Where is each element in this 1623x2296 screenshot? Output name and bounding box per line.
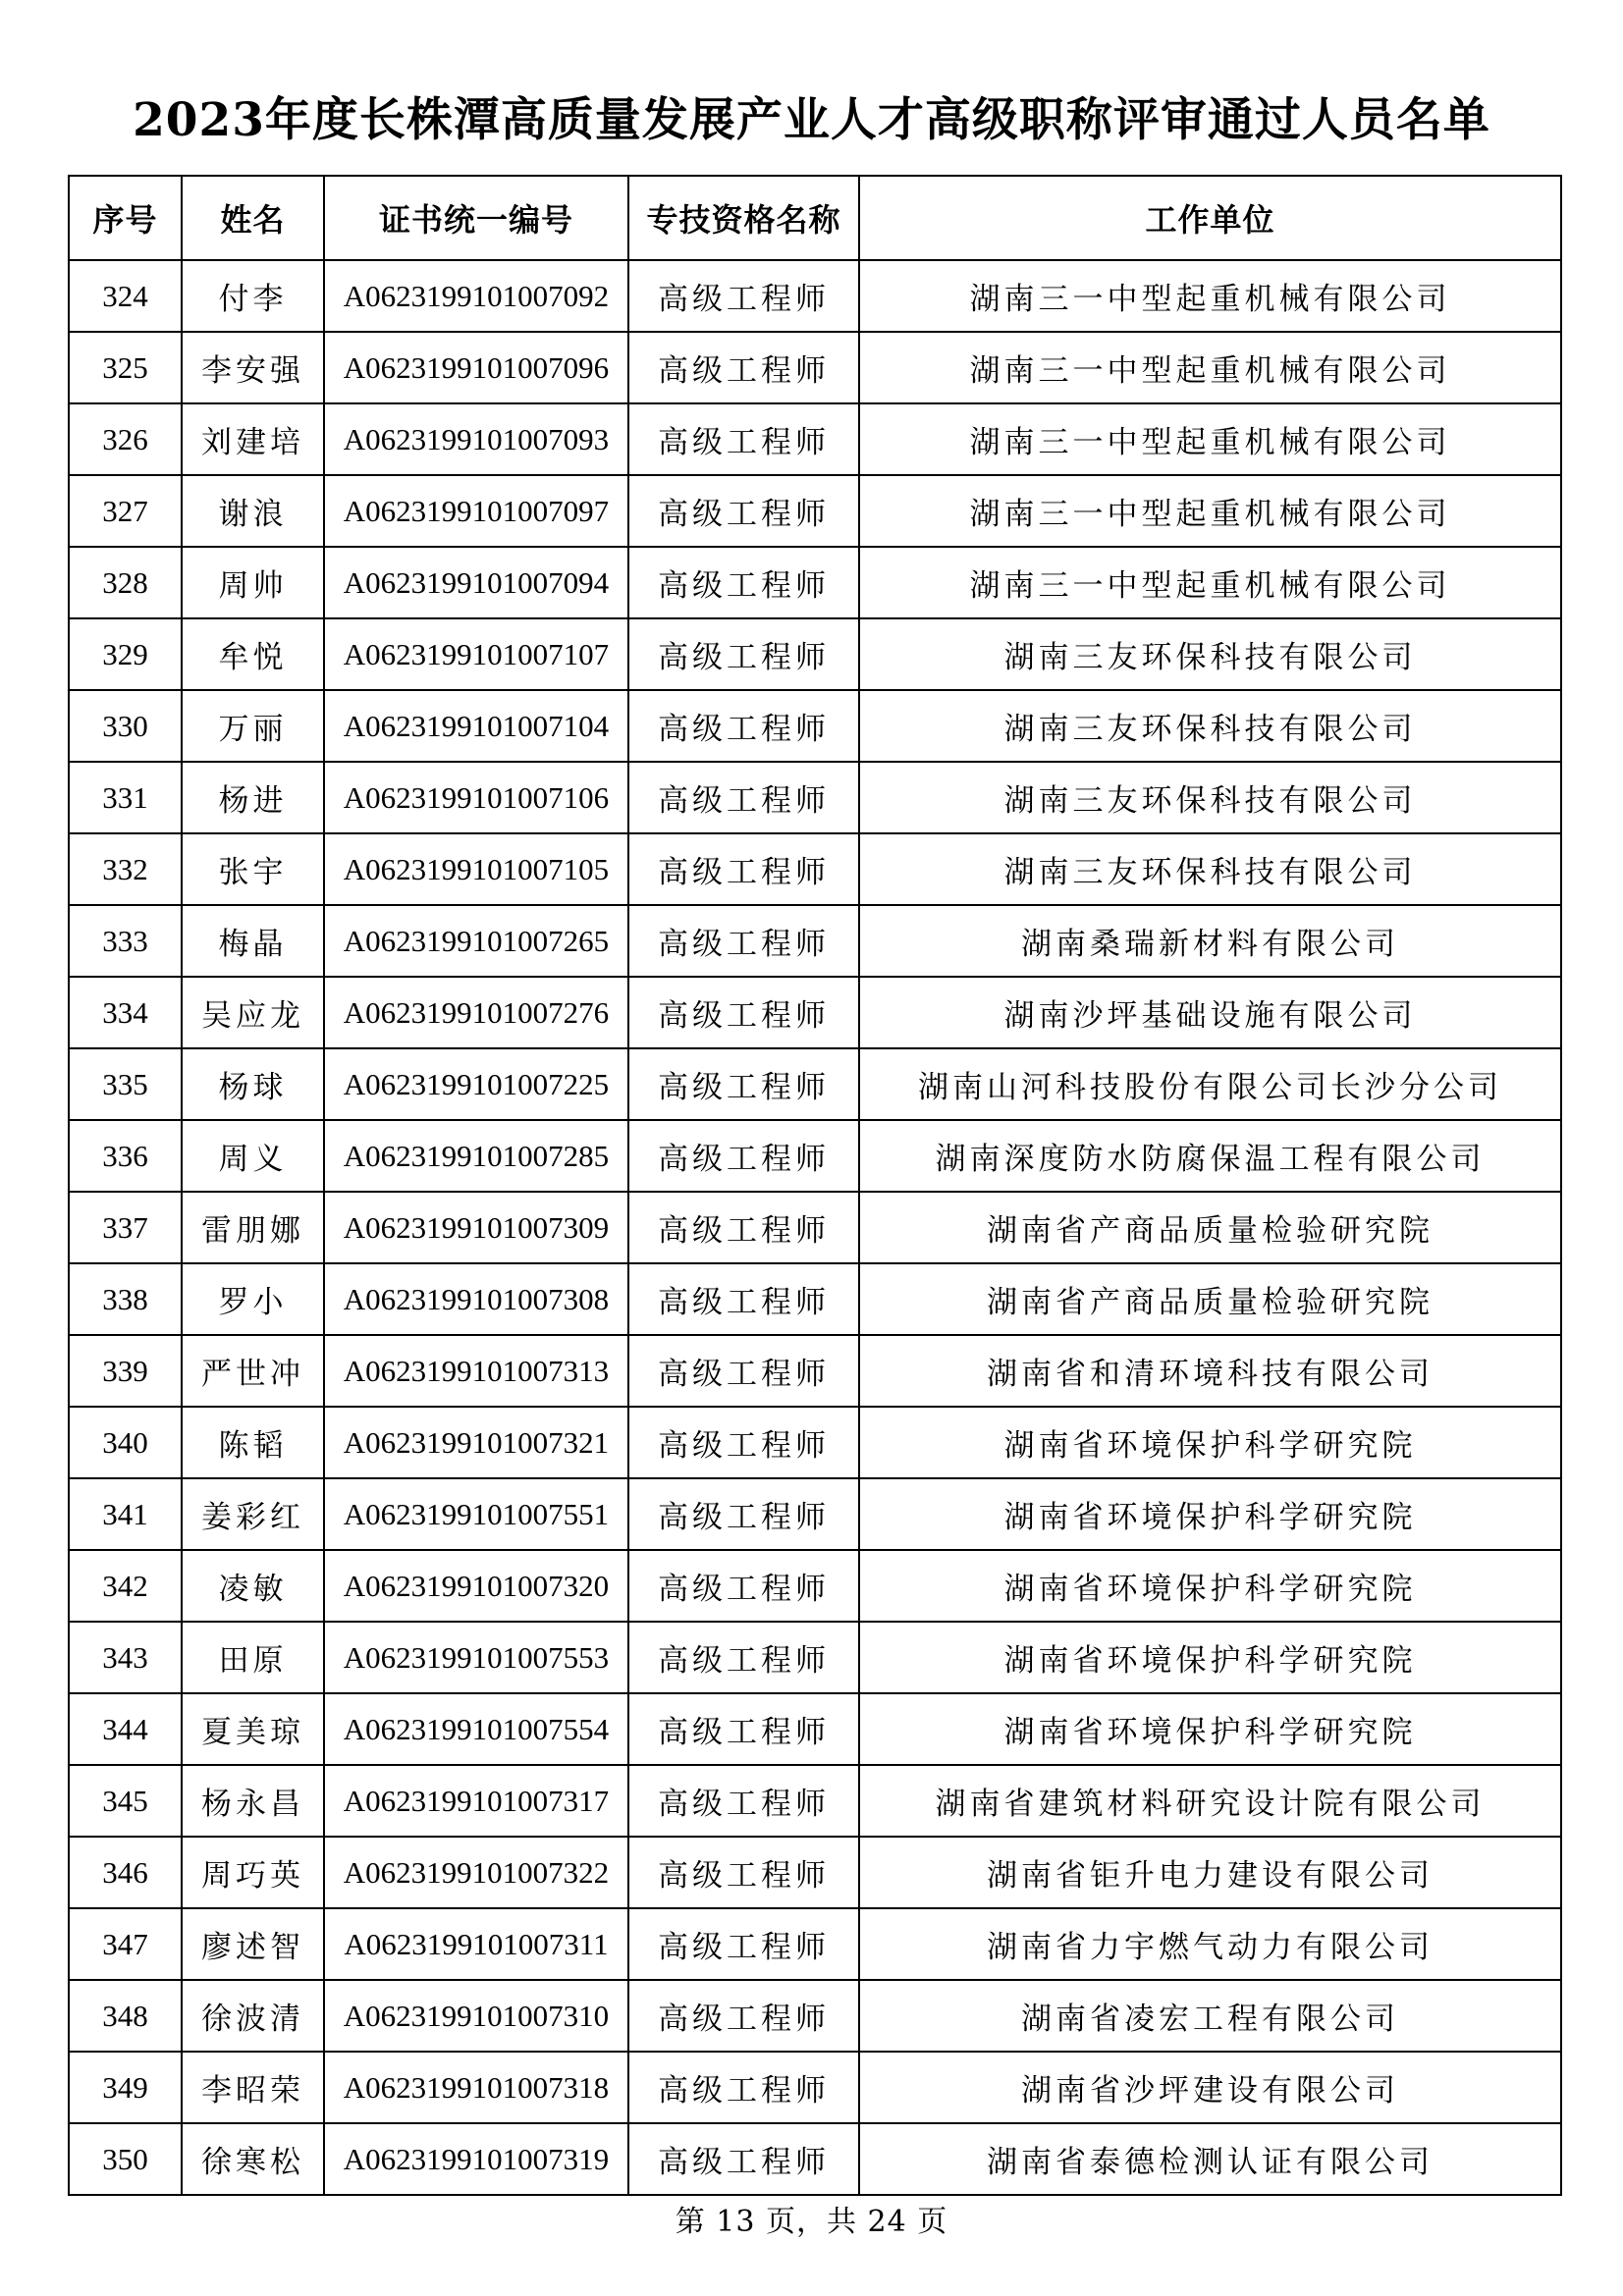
cell-seq: 335 [69,1048,182,1120]
table-row [69,2123,1561,2195]
header-work-unit: 工作单位 [859,176,1561,260]
cell-seq: 325 [69,332,182,403]
cell-work-unit: 湖南省和清环境科技有限公司 [859,1335,1561,1407]
cell-seq: 333 [69,905,182,977]
cell-name: 田原 [182,1622,324,1693]
cell-name: 徐波清 [182,1980,324,2052]
cell-work-unit: 湖南沙坪基础设施有限公司 [859,977,1561,1048]
table-row [69,1622,1561,1693]
cell-seq: 329 [69,618,182,690]
cell-qualification: 高级工程师 [628,2123,859,2195]
cell-qualification: 高级工程师 [628,1048,859,1120]
cell-work-unit: 湖南山河科技股份有限公司长沙分公司 [859,1048,1561,1120]
cell-seq: 330 [69,690,182,762]
cell-work-unit: 湖南省产商品质量检验研究院 [859,1263,1561,1335]
cell-certificate-number: A0623199101007096 [324,332,628,403]
table-row [69,1837,1561,1908]
table-row [69,1192,1561,1263]
cell-work-unit: 湖南三一中型起重机械有限公司 [859,403,1561,475]
cell-work-unit: 湖南三一中型起重机械有限公司 [859,475,1561,547]
cell-certificate-number: A0623199101007319 [324,2123,628,2195]
table-row [69,833,1561,905]
cell-qualification: 高级工程师 [628,1407,859,1478]
cell-seq: 344 [69,1693,182,1765]
cell-certificate-number: A0623199101007553 [324,1622,628,1693]
cell-work-unit: 湖南省力宇燃气动力有限公司 [859,1908,1561,1980]
cell-work-unit: 湖南省环境保护科学研究院 [859,1693,1561,1765]
cell-certificate-number: A0623199101007106 [324,762,628,833]
cell-seq: 346 [69,1837,182,1908]
cell-name: 凌敏 [182,1550,324,1622]
cell-work-unit: 湖南省环境保护科学研究院 [859,1407,1561,1478]
cell-name: 陈韬 [182,1407,324,1478]
cell-work-unit: 湖南省泰德检测认证有限公司 [859,2123,1561,2195]
cell-qualification: 高级工程师 [628,690,859,762]
cell-work-unit: 湖南三友环保科技有限公司 [859,762,1561,833]
cell-name: 杨永昌 [182,1765,324,1837]
table-row [69,690,1561,762]
cell-qualification: 高级工程师 [628,403,859,475]
table-row [69,403,1561,475]
cell-certificate-number: A0623199101007554 [324,1693,628,1765]
cell-work-unit: 湖南省产商品质量检验研究院 [859,1192,1561,1263]
cell-seq: 324 [69,260,182,332]
table-row [69,1980,1561,2052]
cell-qualification: 高级工程师 [628,618,859,690]
table-row [69,618,1561,690]
header-certificate-number: 证书统一编号 [324,176,628,260]
cell-qualification: 高级工程师 [628,977,859,1048]
cell-seq: 336 [69,1120,182,1192]
cell-seq: 326 [69,403,182,475]
cell-qualification: 高级工程师 [628,905,859,977]
cell-certificate-number: A0623199101007309 [324,1192,628,1263]
cell-seq: 350 [69,2123,182,2195]
cell-certificate-number: A0623199101007094 [324,547,628,618]
cell-name: 廖述智 [182,1908,324,1980]
cell-name: 付李 [182,260,324,332]
cell-seq: 334 [69,977,182,1048]
table-row [69,1407,1561,1478]
cell-certificate-number: A0623199101007092 [324,260,628,332]
cell-work-unit: 湖南深度防水防腐保温工程有限公司 [859,1120,1561,1192]
table-body [69,260,1561,2195]
table-row [69,1478,1561,1550]
cell-name: 徐寒松 [182,2123,324,2195]
table-row [69,1048,1561,1120]
cell-qualification: 高级工程师 [628,1837,859,1908]
cell-seq: 327 [69,475,182,547]
cell-seq: 328 [69,547,182,618]
cell-seq: 349 [69,2052,182,2123]
cell-name: 雷朋娜 [182,1192,324,1263]
cell-name: 周义 [182,1120,324,1192]
cell-seq: 341 [69,1478,182,1550]
cell-seq: 337 [69,1192,182,1263]
cell-name: 刘建培 [182,403,324,475]
table-row [69,1120,1561,1192]
personnel-table [68,175,1562,2196]
cell-name: 夏美琼 [182,1693,324,1765]
cell-seq: 345 [69,1765,182,1837]
cell-certificate-number: A0623199101007225 [324,1048,628,1120]
cell-name: 李昭荣 [182,2052,324,2123]
table-row [69,475,1561,547]
cell-certificate-number: A0623199101007551 [324,1478,628,1550]
document-title: 2023年度长株潭高质量发展产业人才高级职称评审通过人员名单 [133,93,1490,147]
cell-name: 梅晶 [182,905,324,977]
cell-qualification: 高级工程师 [628,1622,859,1693]
cell-name: 周帅 [182,547,324,618]
cell-qualification: 高级工程师 [628,1908,859,1980]
table-row [69,977,1561,1048]
cell-qualification: 高级工程师 [628,833,859,905]
cell-name: 万丽 [182,690,324,762]
table-row [69,547,1561,618]
cell-certificate-number: A0623199101007321 [324,1407,628,1478]
cell-name: 吴应龙 [182,977,324,1048]
cell-name: 周巧英 [182,1837,324,1908]
cell-certificate-number: A0623199101007308 [324,1263,628,1335]
header-name: 姓名 [182,176,324,260]
cell-seq: 339 [69,1335,182,1407]
cell-qualification: 高级工程师 [628,260,859,332]
table-row [69,260,1561,332]
table-row [69,1335,1561,1407]
table-row [69,1693,1561,1765]
table-row [69,1550,1561,1622]
cell-qualification: 高级工程师 [628,1120,859,1192]
cell-qualification: 高级工程师 [628,1765,859,1837]
cell-qualification: 高级工程师 [628,1335,859,1407]
cell-work-unit: 湖南三一中型起重机械有限公司 [859,260,1561,332]
cell-name: 牟悦 [182,618,324,690]
header-seq: 序号 [69,176,182,260]
cell-seq: 332 [69,833,182,905]
cell-name: 杨球 [182,1048,324,1120]
table-row [69,1765,1561,1837]
cell-work-unit: 湖南省环境保护科学研究院 [859,1550,1561,1622]
cell-certificate-number: A0623199101007313 [324,1335,628,1407]
cell-name: 谢浪 [182,475,324,547]
cell-name: 严世冲 [182,1335,324,1407]
cell-qualification: 高级工程师 [628,332,859,403]
cell-seq: 343 [69,1622,182,1693]
cell-work-unit: 湖南三一中型起重机械有限公司 [859,547,1561,618]
cell-qualification: 高级工程师 [628,1693,859,1765]
cell-work-unit: 湖南省环境保护科学研究院 [859,1622,1561,1693]
cell-seq: 340 [69,1407,182,1478]
cell-work-unit: 湖南三友环保科技有限公司 [859,833,1561,905]
table-row [69,905,1561,977]
cell-certificate-number: A0623199101007097 [324,475,628,547]
cell-work-unit: 湖南三友环保科技有限公司 [859,690,1561,762]
cell-qualification: 高级工程师 [628,1192,859,1263]
cell-certificate-number: A0623199101007285 [324,1120,628,1192]
cell-work-unit: 湖南省环境保护科学研究院 [859,1478,1561,1550]
cell-certificate-number: A0623199101007317 [324,1765,628,1837]
cell-seq: 331 [69,762,182,833]
cell-work-unit: 湖南省沙坪建设有限公司 [859,2052,1561,2123]
cell-seq: 342 [69,1550,182,1622]
cell-qualification: 高级工程师 [628,475,859,547]
cell-qualification: 高级工程师 [628,1478,859,1550]
table-row [69,1908,1561,1980]
cell-work-unit: 湖南省凌宏工程有限公司 [859,1980,1561,2052]
cell-work-unit: 湖南省钜升电力建设有限公司 [859,1837,1561,1908]
table-row [69,2052,1561,2123]
cell-certificate-number: A0623199101007104 [324,690,628,762]
cell-qualification: 高级工程师 [628,1550,859,1622]
cell-certificate-number: A0623199101007107 [324,618,628,690]
cell-certificate-number: A0623199101007276 [324,977,628,1048]
cell-certificate-number: A0623199101007322 [324,1837,628,1908]
cell-qualification: 高级工程师 [628,1980,859,2052]
table-row [69,332,1561,403]
table-header-row [69,176,1561,260]
cell-seq: 348 [69,1980,182,2052]
cell-work-unit: 湖南省建筑材料研究设计院有限公司 [859,1765,1561,1837]
table-row [69,1263,1561,1335]
cell-certificate-number: A0623199101007311 [324,1908,628,1980]
cell-name: 李安强 [182,332,324,403]
cell-certificate-number: A0623199101007093 [324,403,628,475]
cell-certificate-number: A0623199101007105 [324,833,628,905]
cell-seq: 347 [69,1908,182,1980]
cell-certificate-number: A0623199101007310 [324,1980,628,2052]
cell-name: 杨进 [182,762,324,833]
cell-certificate-number: A0623199101007320 [324,1550,628,1622]
cell-qualification: 高级工程师 [628,547,859,618]
cell-qualification: 高级工程师 [628,1263,859,1335]
cell-work-unit: 湖南桑瑞新材料有限公司 [859,905,1561,977]
page-footer: 第 13 页，共 24 页 [675,2205,948,2239]
cell-seq: 338 [69,1263,182,1335]
cell-qualification: 高级工程师 [628,2052,859,2123]
cell-certificate-number: A0623199101007318 [324,2052,628,2123]
cell-certificate-number: A0623199101007265 [324,905,628,977]
cell-name: 罗小 [182,1263,324,1335]
table-row [69,762,1561,833]
header-qualification: 专技资格名称 [628,176,859,260]
cell-qualification: 高级工程师 [628,762,859,833]
cell-work-unit: 湖南三一中型起重机械有限公司 [859,332,1561,403]
cell-work-unit: 湖南三友环保科技有限公司 [859,618,1561,690]
cell-name: 姜彩红 [182,1478,324,1550]
cell-name: 张宇 [182,833,324,905]
